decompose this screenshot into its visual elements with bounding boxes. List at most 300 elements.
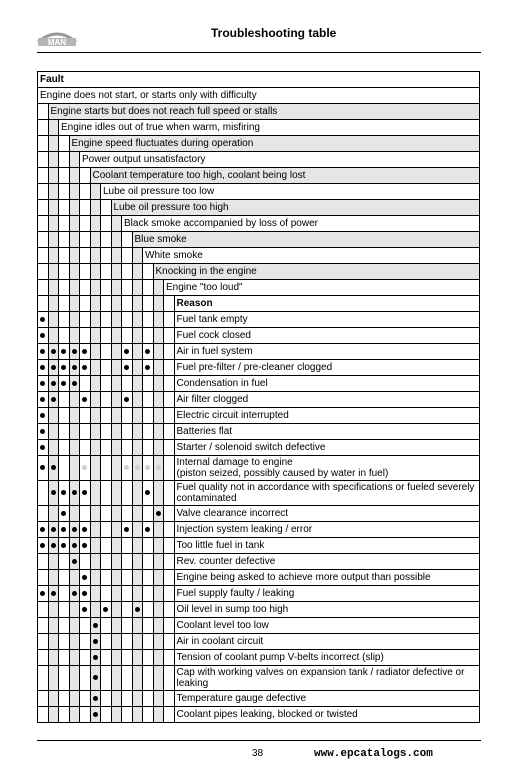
fault-column-line <box>69 184 80 200</box>
indicator-dot <box>124 527 129 532</box>
indicator-cell <box>69 440 80 456</box>
indicator-cell <box>101 570 112 586</box>
indicator-cell <box>90 440 101 456</box>
indicator-dot <box>40 381 45 386</box>
indicator-cell <box>90 570 101 586</box>
indicator-cell <box>111 312 122 328</box>
indicator-cell <box>80 650 91 666</box>
indicator-cell <box>101 328 112 344</box>
reason-text: Fuel pre-filter / pre-cleaner clogged <box>174 360 480 376</box>
reason-row <box>38 538 480 554</box>
fault-column-line <box>48 120 59 136</box>
fault-column-line <box>69 200 80 216</box>
indicator-cell <box>143 602 154 618</box>
indicator-cell <box>90 522 101 538</box>
indicator-cell <box>153 522 164 538</box>
indicator-cell <box>164 392 175 408</box>
indicator-cell <box>132 522 143 538</box>
fault-column-line <box>69 264 80 280</box>
fault-column-line <box>122 280 133 296</box>
reason-row <box>38 408 480 424</box>
indicator-cell <box>132 666 143 691</box>
indicator-cell <box>122 440 133 456</box>
page-title: Troubleshooting table <box>211 26 337 40</box>
indicator-cell <box>111 456 122 481</box>
indicator-cell <box>132 376 143 392</box>
fault-row <box>38 280 480 296</box>
reason-text: Air in fuel system <box>174 344 480 360</box>
reason-text: Internal damage to engine (piston seized, possibly caused by water in fuel) <box>174 456 480 481</box>
indicator-cell <box>143 554 154 570</box>
fault-column-line <box>90 280 101 296</box>
indicator-cell <box>132 360 143 376</box>
fault-column-line <box>59 264 70 280</box>
indicator-cell <box>143 456 154 481</box>
indicator-dot <box>72 490 77 495</box>
indicator-cell <box>122 522 133 538</box>
indicator-dot <box>145 349 150 354</box>
reason-row <box>38 424 480 440</box>
indicator-cell <box>164 586 175 602</box>
indicator-cell <box>59 691 70 707</box>
fault-column-line <box>59 136 70 152</box>
fault-column-line <box>48 200 59 216</box>
fault-column-line <box>101 248 112 264</box>
indicator-dot <box>93 675 98 680</box>
indicator-cell <box>164 481 175 506</box>
fault-row <box>38 232 480 248</box>
indicator-cell <box>59 408 70 424</box>
indicator-cell <box>122 506 133 522</box>
indicator-cell <box>90 424 101 440</box>
indicator-cell <box>59 650 70 666</box>
indicator-dot-grey <box>145 465 150 470</box>
reason-text: Fuel supply faulty / leaking <box>174 586 480 602</box>
indicator-cell <box>80 392 91 408</box>
indicator-cell <box>48 481 59 506</box>
fault-name: Coolant temperature too high, coolant being lost <box>90 168 480 184</box>
indicator-cell <box>153 376 164 392</box>
indicator-cell <box>153 392 164 408</box>
indicator-cell <box>143 522 154 538</box>
indicator-cell <box>132 481 143 506</box>
indicator-dot <box>145 365 150 370</box>
fault-row <box>38 136 480 152</box>
indicator-cell <box>101 376 112 392</box>
fault-column-line <box>164 296 175 312</box>
indicator-cell <box>59 376 70 392</box>
indicator-cell <box>90 456 101 481</box>
indicator-cell <box>90 707 101 723</box>
indicator-cell <box>38 424 49 440</box>
indicator-cell <box>111 376 122 392</box>
indicator-cell <box>80 344 91 360</box>
fault-column-line <box>38 296 49 312</box>
indicator-cell <box>38 328 49 344</box>
indicator-cell <box>38 538 49 554</box>
indicator-cell <box>164 602 175 618</box>
indicator-cell <box>101 344 112 360</box>
fault-column-line <box>69 168 80 184</box>
indicator-cell <box>111 392 122 408</box>
fault-column-line <box>48 184 59 200</box>
indicator-cell <box>38 344 49 360</box>
indicator-cell <box>164 360 175 376</box>
indicator-cell <box>153 650 164 666</box>
indicator-cell <box>48 312 59 328</box>
indicator-cell <box>111 554 122 570</box>
reason-row <box>38 691 480 707</box>
indicator-cell <box>80 328 91 344</box>
indicator-cell <box>122 538 133 554</box>
indicator-cell <box>59 570 70 586</box>
indicator-dot <box>82 527 87 532</box>
indicator-cell <box>143 691 154 707</box>
indicator-cell <box>122 408 133 424</box>
indicator-cell <box>111 522 122 538</box>
indicator-cell <box>111 570 122 586</box>
indicator-cell <box>69 634 80 650</box>
indicator-cell <box>153 424 164 440</box>
indicator-cell <box>132 424 143 440</box>
fault-row <box>38 152 480 168</box>
fault-column-line <box>48 248 59 264</box>
indicator-cell <box>38 360 49 376</box>
indicator-cell <box>143 506 154 522</box>
indicator-cell <box>164 440 175 456</box>
reason-row <box>38 570 480 586</box>
indicator-cell <box>111 360 122 376</box>
indicator-cell <box>111 424 122 440</box>
reason-row <box>38 707 480 723</box>
fault-column-line <box>122 248 133 264</box>
indicator-cell <box>122 328 133 344</box>
fault-column-line <box>48 296 59 312</box>
indicator-cell <box>59 456 70 481</box>
indicator-cell <box>48 456 59 481</box>
reason-row <box>38 554 480 570</box>
indicator-cell <box>153 328 164 344</box>
fault-column-line <box>48 280 59 296</box>
indicator-cell <box>90 650 101 666</box>
indicator-cell <box>111 707 122 723</box>
indicator-cell <box>164 456 175 481</box>
fault-column-line <box>132 264 143 280</box>
reason-text: Temperature gauge defective <box>174 691 480 707</box>
indicator-cell <box>80 360 91 376</box>
fault-column-line <box>48 264 59 280</box>
reason-text: Valve clearance incorrect <box>174 506 480 522</box>
man-logo <box>36 28 78 48</box>
reason-text: Electric circuit interrupted <box>174 408 480 424</box>
footer-divider <box>37 740 481 741</box>
fault-column-line <box>59 296 70 312</box>
fault-row <box>38 216 480 232</box>
indicator-cell <box>143 538 154 554</box>
indicator-cell <box>143 328 154 344</box>
indicator-cell <box>90 634 101 650</box>
indicator-cell <box>122 602 133 618</box>
indicator-cell <box>38 602 49 618</box>
indicator-cell <box>143 440 154 456</box>
indicator-cell <box>132 440 143 456</box>
fault-column-line <box>59 152 70 168</box>
indicator-cell <box>90 602 101 618</box>
indicator-cell <box>132 570 143 586</box>
reason-row <box>38 481 480 506</box>
indicator-cell <box>101 481 112 506</box>
indicator-cell <box>38 707 49 723</box>
indicator-cell <box>80 586 91 602</box>
indicator-cell <box>48 376 59 392</box>
fault-column-line <box>90 248 101 264</box>
indicator-cell <box>143 586 154 602</box>
indicator-cell <box>48 522 59 538</box>
reason-text: Starter / solenoid switch defective <box>174 440 480 456</box>
fault-column-line <box>111 216 122 232</box>
reason-text: Cap with working valves on expansion tank / radiator defective or leaking <box>174 666 480 691</box>
indicator-dot <box>40 333 45 338</box>
indicator-cell <box>69 312 80 328</box>
fault-row <box>38 104 480 120</box>
indicator-cell <box>69 691 80 707</box>
indicator-cell <box>132 650 143 666</box>
indicator-cell <box>122 650 133 666</box>
reason-row <box>38 328 480 344</box>
indicator-dot <box>40 349 45 354</box>
indicator-cell <box>132 554 143 570</box>
reason-text: Batteries flat <box>174 424 480 440</box>
fault-column-line <box>153 296 164 312</box>
indicator-cell <box>90 506 101 522</box>
fault-row <box>38 88 480 104</box>
indicator-cell <box>59 538 70 554</box>
indicator-cell <box>69 376 80 392</box>
fault-column-line <box>101 296 112 312</box>
indicator-cell <box>153 408 164 424</box>
indicator-cell <box>48 424 59 440</box>
fault-column-line <box>38 200 49 216</box>
indicator-cell <box>101 360 112 376</box>
indicator-dot <box>93 623 98 628</box>
fault-name: Engine does not start, or starts only with difficulty <box>38 88 480 104</box>
reason-row <box>38 522 480 538</box>
indicator-cell <box>132 344 143 360</box>
indicator-cell <box>164 634 175 650</box>
indicator-cell <box>122 691 133 707</box>
indicator-cell <box>48 650 59 666</box>
indicator-cell <box>122 344 133 360</box>
indicator-cell <box>111 344 122 360</box>
indicator-cell <box>153 618 164 634</box>
fault-column-line <box>122 296 133 312</box>
indicator-dot <box>103 607 108 612</box>
indicator-cell <box>164 691 175 707</box>
indicator-cell <box>101 691 112 707</box>
indicator-cell <box>80 424 91 440</box>
indicator-cell <box>48 408 59 424</box>
indicator-dot <box>51 397 56 402</box>
indicator-cell <box>153 634 164 650</box>
indicator-cell <box>143 618 154 634</box>
indicator-cell <box>69 481 80 506</box>
indicator-cell <box>90 312 101 328</box>
reason-text: Engine being asked to achieve more output than possible <box>174 570 480 586</box>
indicator-cell <box>164 538 175 554</box>
fault-column-line <box>69 232 80 248</box>
reason-text: Oil level in sump too high <box>174 602 480 618</box>
fault-column-line <box>90 184 101 200</box>
fault-column-line <box>143 296 154 312</box>
indicator-cell <box>90 408 101 424</box>
indicator-dot <box>82 490 87 495</box>
fault-column-line <box>80 296 91 312</box>
indicator-cell <box>132 312 143 328</box>
indicator-cell <box>122 360 133 376</box>
indicator-cell <box>69 602 80 618</box>
fault-column-line <box>90 232 101 248</box>
reason-text: Condensation in fuel <box>174 376 480 392</box>
indicator-cell <box>69 344 80 360</box>
fault-column-line <box>38 104 49 120</box>
indicator-dot <box>51 381 56 386</box>
indicator-cell <box>80 538 91 554</box>
indicator-cell <box>132 691 143 707</box>
indicator-cell <box>48 328 59 344</box>
indicator-cell <box>90 586 101 602</box>
fault-column-line <box>111 296 122 312</box>
indicator-cell <box>69 522 80 538</box>
indicator-cell <box>153 481 164 506</box>
indicator-cell <box>153 707 164 723</box>
indicator-cell <box>69 554 80 570</box>
indicator-cell <box>38 392 49 408</box>
reason-text: Fuel quality not in accordance with specifications or fueled severely contaminated <box>174 481 480 506</box>
fault-column-line <box>38 280 49 296</box>
indicator-cell <box>69 618 80 634</box>
indicator-cell <box>101 554 112 570</box>
fault-column-line <box>153 280 164 296</box>
fault-row <box>38 264 480 280</box>
indicator-dot <box>124 397 129 402</box>
indicator-cell <box>153 344 164 360</box>
indicator-cell <box>143 376 154 392</box>
indicator-cell <box>48 440 59 456</box>
fault-column-line <box>143 264 154 280</box>
fault-column-line <box>132 296 143 312</box>
indicator-cell <box>59 312 70 328</box>
fault-column-line <box>48 216 59 232</box>
fault-column-line <box>80 184 91 200</box>
fault-column-line <box>38 152 49 168</box>
indicator-cell <box>153 538 164 554</box>
indicator-cell <box>143 570 154 586</box>
indicator-cell <box>122 392 133 408</box>
indicator-cell <box>111 666 122 691</box>
reason-row <box>38 376 480 392</box>
indicator-cell <box>48 344 59 360</box>
fault-column-line <box>48 136 59 152</box>
indicator-cell <box>90 554 101 570</box>
indicator-cell <box>38 691 49 707</box>
indicator-dot <box>82 543 87 548</box>
indicator-cell <box>101 312 112 328</box>
indicator-cell <box>59 666 70 691</box>
fault-row <box>38 200 480 216</box>
indicator-cell <box>90 481 101 506</box>
indicator-cell <box>143 707 154 723</box>
fault-column-line <box>90 216 101 232</box>
indicator-cell <box>164 554 175 570</box>
indicator-cell <box>132 586 143 602</box>
reason-text: Air in coolant circuit <box>174 634 480 650</box>
reason-text: Fuel cock closed <box>174 328 480 344</box>
fault-column-line <box>80 168 91 184</box>
indicator-cell <box>59 522 70 538</box>
indicator-dot <box>61 527 66 532</box>
indicator-cell <box>69 328 80 344</box>
indicator-cell <box>132 618 143 634</box>
indicator-cell <box>143 666 154 691</box>
fault-row <box>38 184 480 200</box>
fault-column-line <box>69 216 80 232</box>
indicator-cell <box>143 360 154 376</box>
indicator-cell <box>143 481 154 506</box>
indicator-cell <box>122 456 133 481</box>
indicator-cell <box>153 602 164 618</box>
indicator-cell <box>59 618 70 634</box>
indicator-cell <box>122 312 133 328</box>
indicator-cell <box>48 691 59 707</box>
fault-column-line <box>143 280 154 296</box>
indicator-cell <box>38 506 49 522</box>
indicator-cell <box>101 666 112 691</box>
indicator-cell <box>48 570 59 586</box>
indicator-cell <box>101 538 112 554</box>
indicator-cell <box>122 666 133 691</box>
fault-column-line <box>90 296 101 312</box>
indicator-cell <box>48 707 59 723</box>
indicator-cell <box>101 440 112 456</box>
indicator-cell <box>38 586 49 602</box>
fault-column-line <box>111 248 122 264</box>
reason-row <box>38 586 480 602</box>
indicator-cell <box>143 634 154 650</box>
indicator-cell <box>80 570 91 586</box>
indicator-cell <box>59 328 70 344</box>
indicator-cell <box>80 408 91 424</box>
indicator-dot <box>82 349 87 354</box>
indicator-cell <box>111 602 122 618</box>
fault-column-line <box>59 168 70 184</box>
indicator-cell <box>164 522 175 538</box>
indicator-dot <box>156 511 161 516</box>
indicator-dot <box>40 413 45 418</box>
indicator-cell <box>80 691 91 707</box>
fault-column-line <box>101 280 112 296</box>
troubleshooting-table <box>37 71 480 723</box>
indicator-dot <box>72 349 77 354</box>
indicator-cell <box>59 586 70 602</box>
fault-name: Lube oil pressure too low <box>101 184 480 200</box>
fault-column-line <box>101 200 112 216</box>
indicator-cell <box>69 586 80 602</box>
fault-column-line <box>80 248 91 264</box>
indicator-cell <box>48 634 59 650</box>
indicator-cell <box>101 586 112 602</box>
fault-column-line <box>80 200 91 216</box>
indicator-cell <box>153 586 164 602</box>
